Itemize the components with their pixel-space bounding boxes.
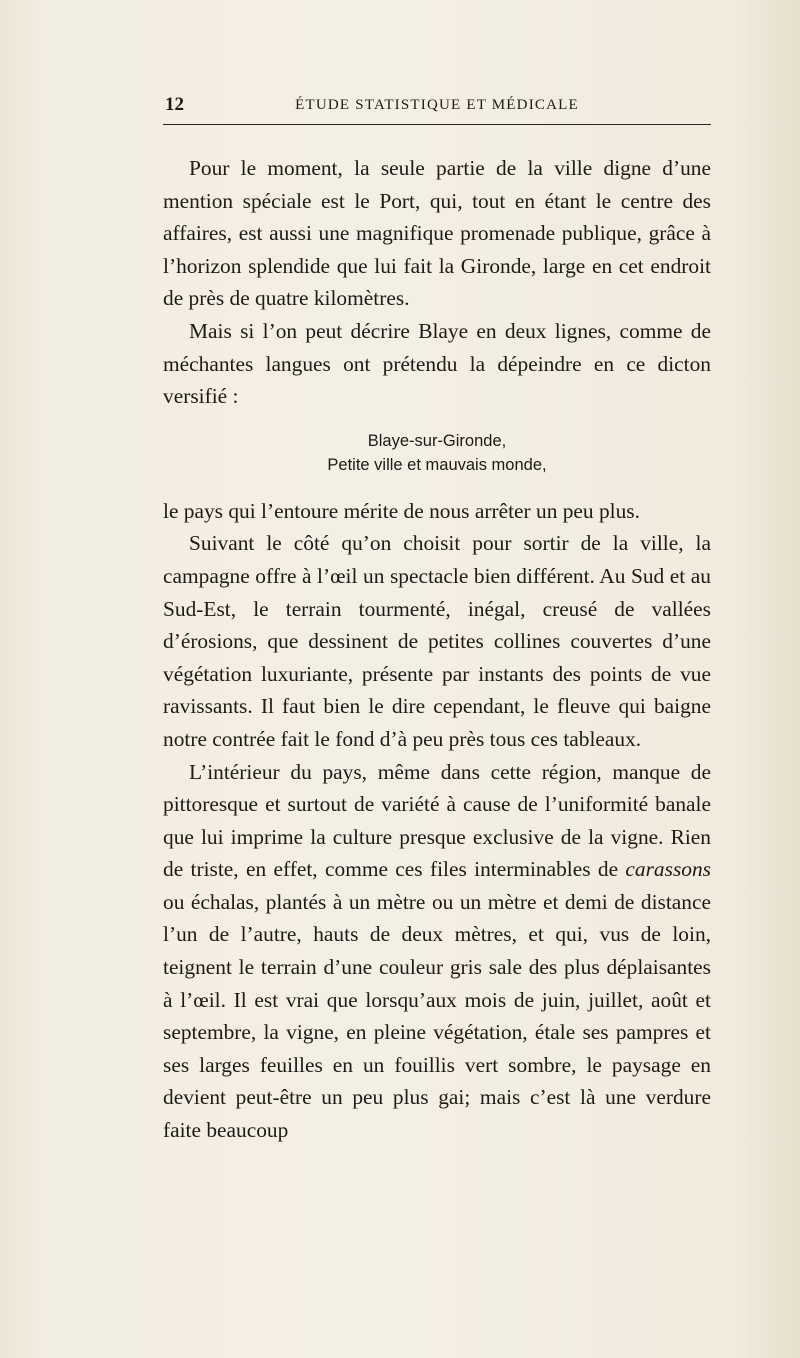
running-head: ÉTUDE STATISTIQUE ET MÉDICALE bbox=[295, 97, 579, 113]
verse-line-2: Petite ville et mauvais monde, bbox=[327, 455, 547, 474]
paragraph-vigne bbox=[163, 756, 711, 1147]
paragraph-campagne: Suivant le côté qu’on choisit pour sortir de la ville, la campagne offre à l’œil un spectacle bien différent. Au Sud et au Sud-Est, le terrain tourmenté, inégal, creusé de vallées d’érosions, que dessinent de petites collines couvertes d’une végétation luxuriante, présente par instants des points de vue ravissants. Il faut bien le dire cependant, le fleuve qui baigne notre contrée fait le fond d’à peu près tous ces tableaux. bbox=[163, 531, 711, 751]
verse-line-1: Blaye-sur-Gironde, bbox=[367, 431, 507, 450]
page-number: 12 bbox=[165, 94, 184, 115]
paragraph-continuation: le pays qui l’entoure mérite de nous arrêter un peu plus. bbox=[163, 498, 640, 523]
paragraph-port: Pour le moment, la seule partie de la ville digne d’une mention spéciale est le Port, qui, tout en étant le centre des affaires, est aussi une magnifique promenade publique, grâce à l’horizon splendide que lui fait la Gironde, large en cet endroit de près de quatre kilomètres. bbox=[163, 156, 711, 311]
paragraph-dicton: Mais si l’on peut décrire Blaye en deux lignes, comme de méchantes langues ont prétendu la dépeindre en ce dicton versifié : bbox=[163, 318, 711, 409]
paragraph-vigne-end: ou échalas, plantés à un mètre ou un mètre et demi de distance l’un de l’autre, hauts de deux mètres, et qui, vus de loin, teignent le terrain d’une couleur gris sale des plus déplaisantes à l’œil. Il est vrai que lorsqu’aux mois de juin, juillet, août et septembre, la vigne, en pleine végétation, étale ses pampres et ses larges feuilles en un fouillis vert sombre, le paysage en devient peut-être un peu plus gai; mais c’est là une verdure faite beaucoup bbox=[163, 889, 711, 1143]
body-text bbox=[163, 152, 711, 1147]
verse-quote bbox=[163, 429, 711, 477]
page-header bbox=[163, 94, 711, 125]
italic-term-carassons: carassons bbox=[625, 857, 711, 882]
paragraph-vigne-start: L’intérieur du pays, même dans cette région, manque de pittoresque et surtout de variété à cause de l’uniformité banale que lui imprime la culture presque exclusive de la vigne. Rien de triste, en effet, comme ces files interminables de bbox=[163, 759, 711, 882]
